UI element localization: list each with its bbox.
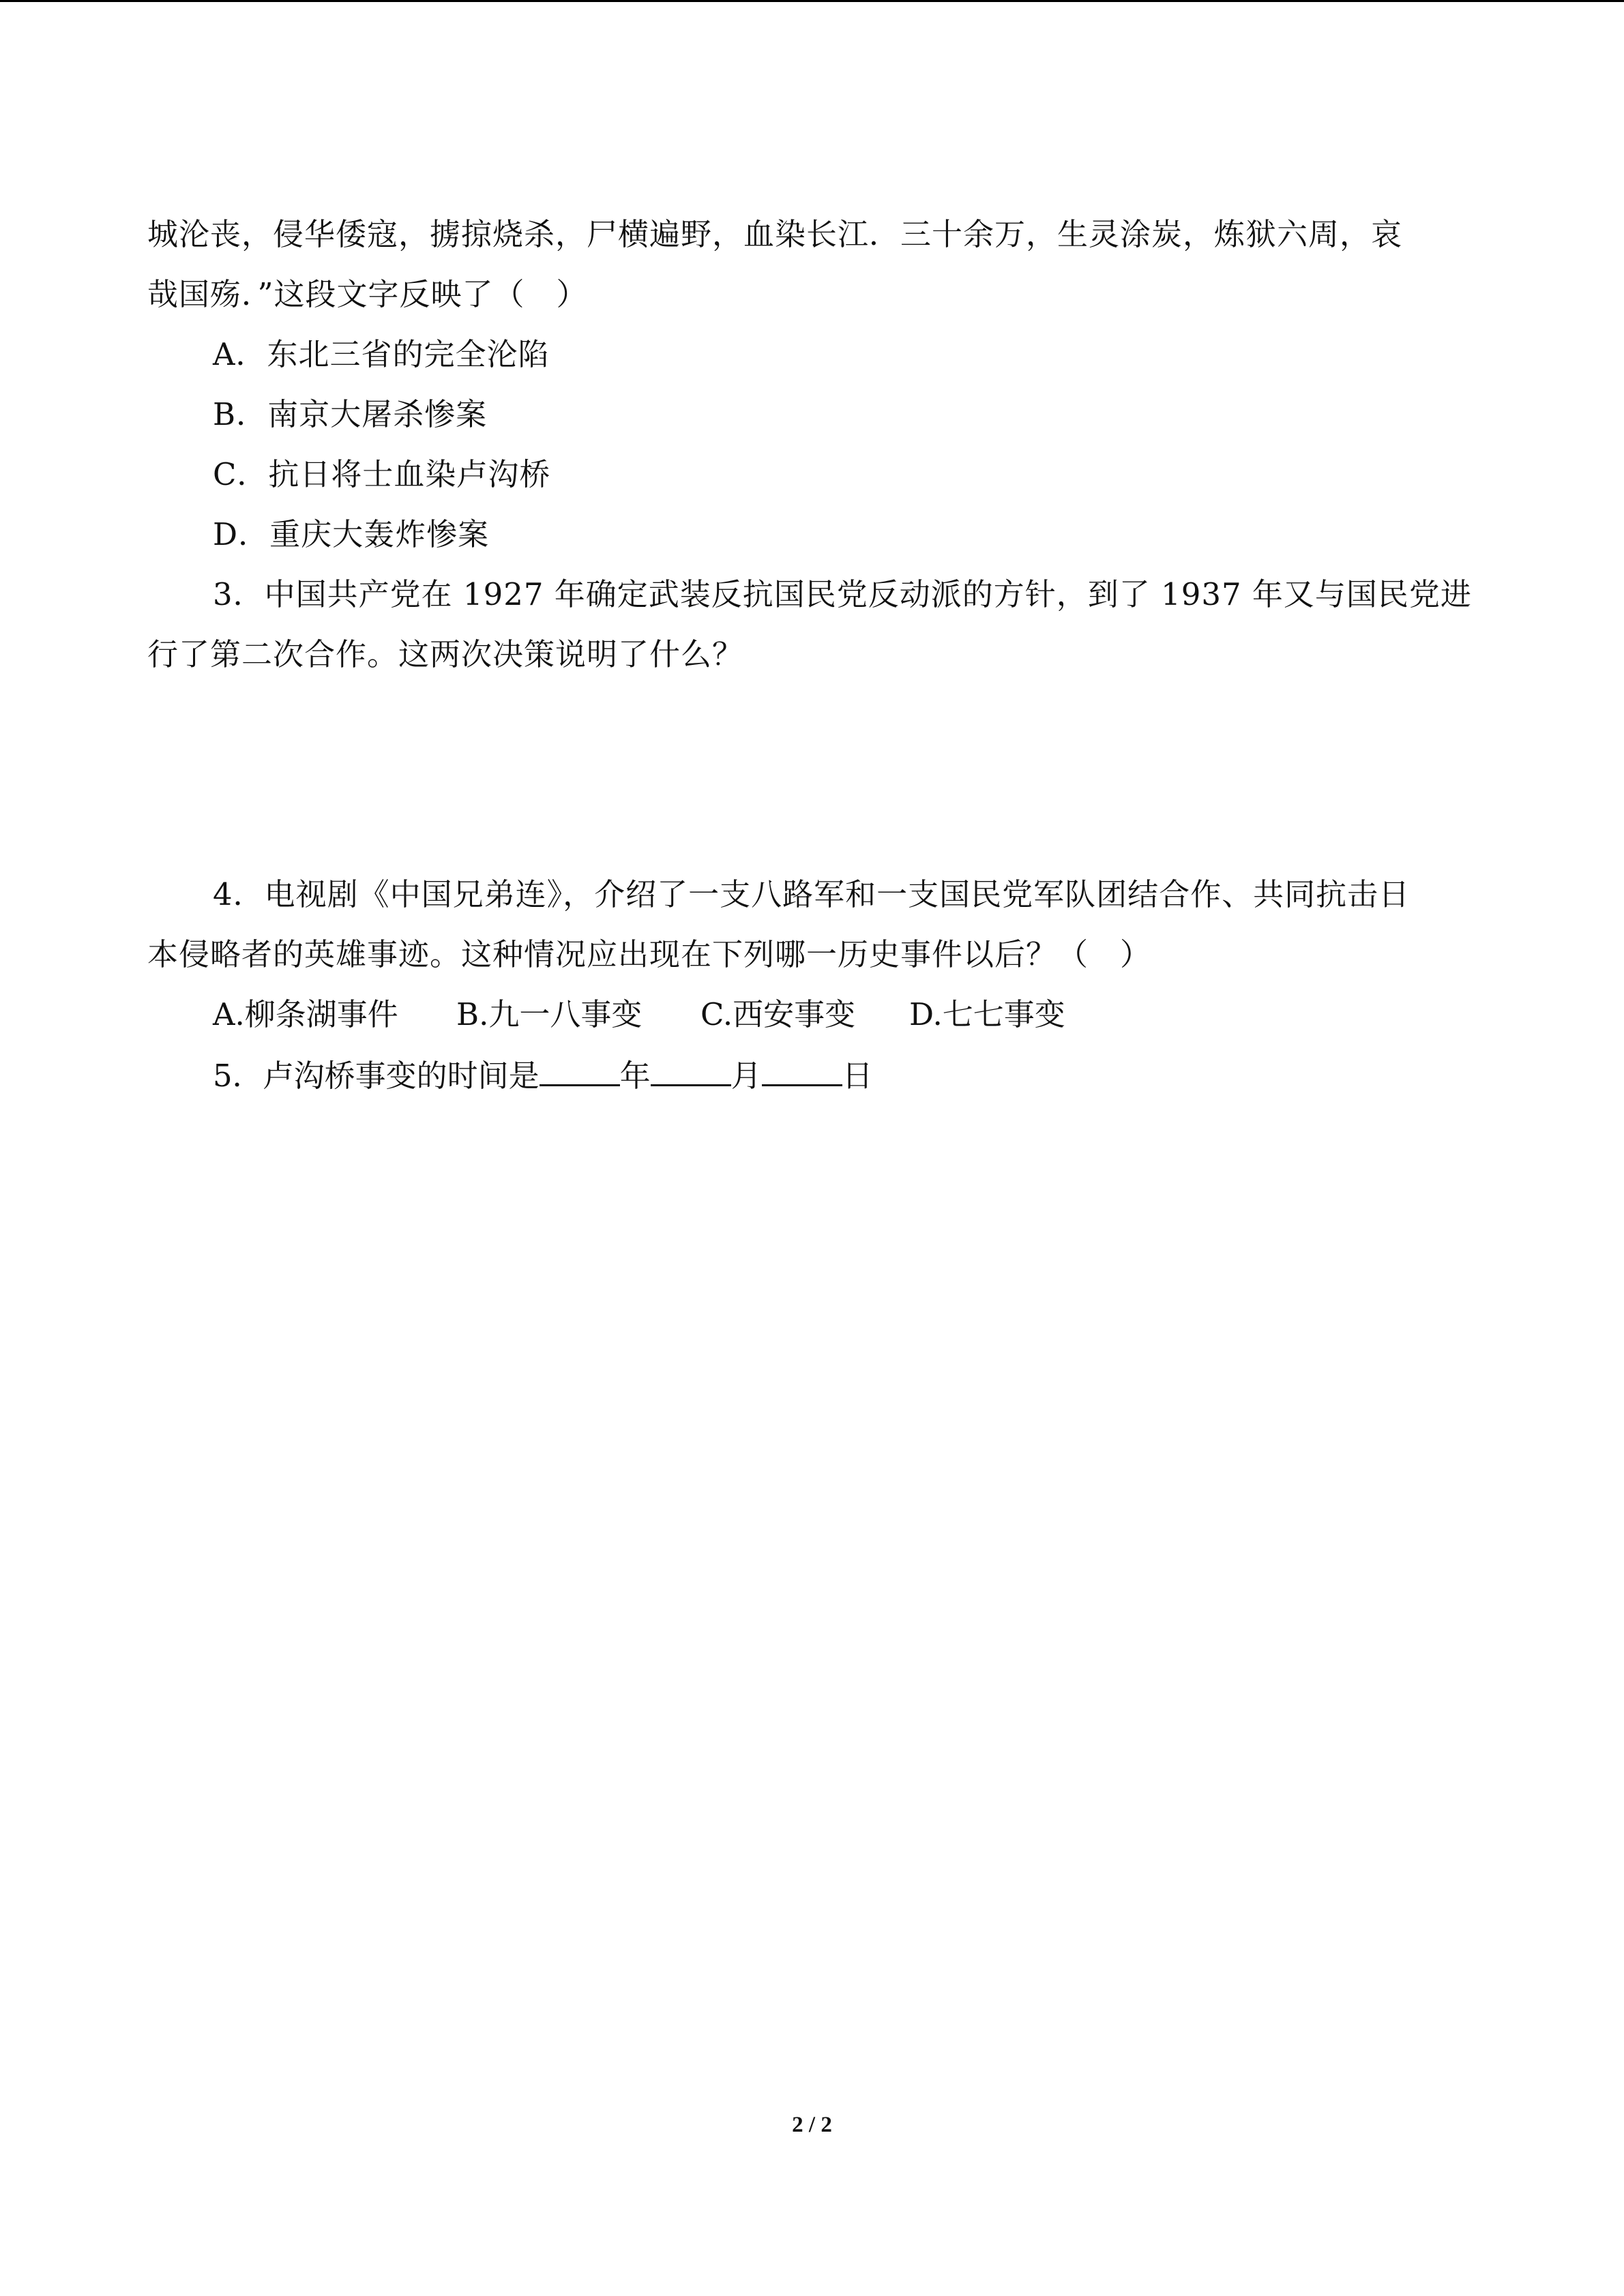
q4-text-line-2: 本侵略者的英雄事迹。这种情况应出现在下列哪一历史事件以后？（ ） [147, 936, 1152, 972]
q5-day-unit: 日 [842, 1058, 873, 1094]
q2-text-line-1: 城沦丧，侵华倭寇，掳掠烧杀，尸横遍野，血染长江．三十余万，生灵涂炭，炼狱六周，哀 [147, 216, 1403, 252]
q5-fill-blank [213, 1054, 873, 1097]
q5-month-unit: 月 [730, 1058, 762, 1094]
q4-text-line-1: 4．电视剧《中国兄弟连》，介绍了一支八路军和一支国民党军队团结合作、共同抗击日 [213, 876, 1411, 912]
q2-option-d: D．重庆大轰炸惨案 [213, 516, 490, 552]
q4-option-d: D.七七事变 [909, 996, 1065, 1032]
q5-day-blank[interactable] [762, 1054, 842, 1086]
q5-prefix: 5．卢沟桥事变的时间是 [213, 1058, 540, 1094]
q2-option-a: A．东北三省的完全沦陷 [213, 336, 550, 372]
q3-text-line-2: 行了第二次合作。这两次决策说明了什么？ [147, 636, 744, 672]
q4-options-row [213, 994, 1065, 1035]
q5-year-blank[interactable] [540, 1054, 620, 1086]
q2-text-line-2: 哉国殇．”这段文字反映了（ ） [147, 276, 588, 312]
q4-option-c: C.西安事变 [700, 996, 856, 1032]
q3-text-line-1: 3．中国共产党在 1927 年确定武装反抗国民党反动派的方针，到了 1937 年又与国民党进 [213, 576, 1472, 612]
q5-year-unit: 年 [619, 1058, 651, 1094]
q2-option-c: C．抗日将士血染卢沟桥 [213, 456, 551, 492]
q4-option-b: B.九一八事变 [456, 996, 643, 1032]
page-number: 2 / 2 [792, 2113, 832, 2137]
q4-option-a: A.柳条湖事件 [213, 996, 398, 1032]
q2-option-b: B．南京大屠杀惨案 [213, 396, 488, 432]
q5-month-blank[interactable] [651, 1054, 731, 1086]
